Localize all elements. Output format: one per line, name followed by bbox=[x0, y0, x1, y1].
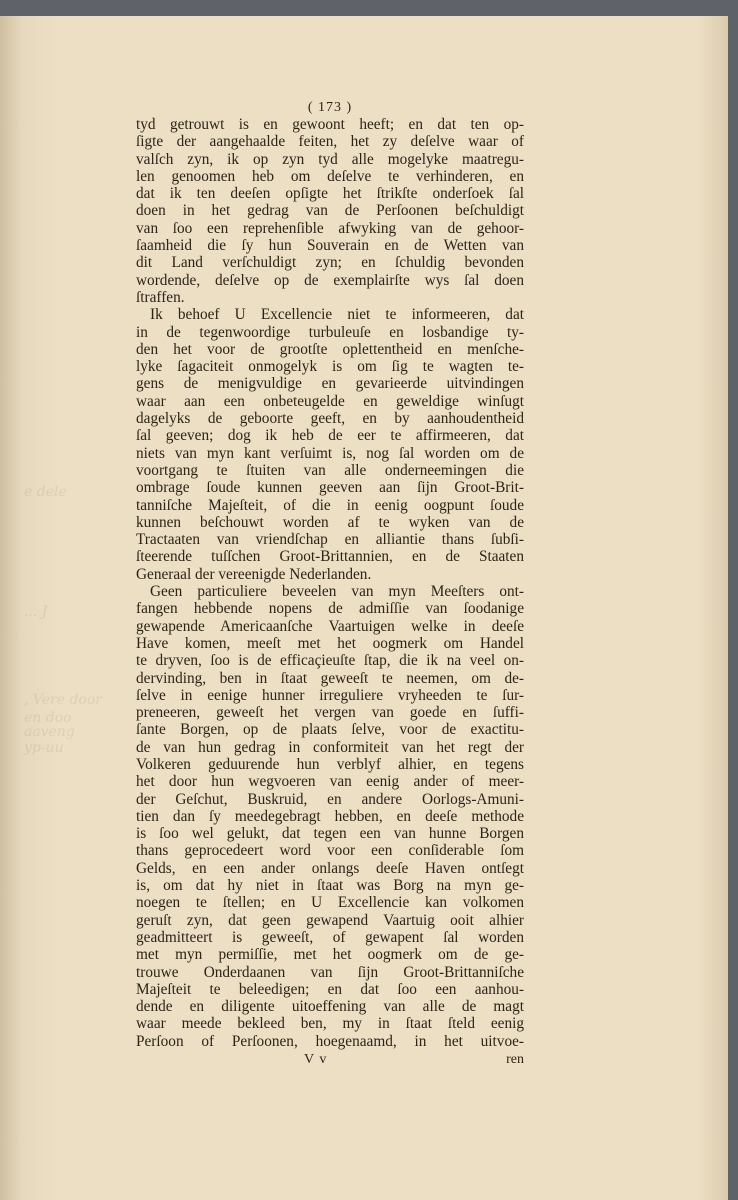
text-line: dit Land verſchuldigt zyn; en ſchuldig bevonden bbox=[136, 254, 524, 272]
text-line: Gelds, en een ander onlangs deeſe Haven ontſegt bbox=[136, 859, 524, 877]
text-line: thans geprocedeert word voor een conſiderable ſom bbox=[136, 842, 524, 860]
text-line: ſigte der aangehaalde feiten, het zy deſelve waar of bbox=[136, 133, 524, 151]
text-line: dat ik ten deeſen opſigte het ſtrikſte onderſoek ſal bbox=[136, 185, 524, 203]
text-line: dende en diligente uitoeffening van alle de magt bbox=[136, 998, 524, 1016]
text-line: ſteerende tuſſchen Groot-Brittannien, en de Staaten bbox=[136, 548, 524, 566]
text-line: de van hun gedrag in conformiteit van het regt der bbox=[136, 738, 524, 756]
text-line: is ſoo wel gelukt, dat tegen een van hunne Borgen bbox=[136, 825, 524, 843]
text-line: niets van myn kant verſuimt is, nog ſal worden om de bbox=[136, 444, 524, 462]
text-line: preneeren, geweeſt het vergen van goede en ſuffi- bbox=[136, 704, 524, 722]
text-line: Have komen, meeſt met het oogmerk om Handel bbox=[136, 634, 524, 652]
page-text-block bbox=[136, 100, 524, 1068]
body-text bbox=[136, 116, 524, 1050]
text-line: lyke ſagaciteit onmogelyk is om ſig te wagten te- bbox=[136, 358, 524, 376]
text-line: dagelyks de geboorte geeft, en by aanhoudentheid bbox=[136, 410, 524, 428]
text-line: ſelve in eenige hunner irreguliere vryheeden te ſur- bbox=[136, 686, 524, 704]
text-line: Majeſteit te beleedigen; en dat ſoo een aanhou- bbox=[136, 980, 524, 998]
text-line: wordende, deſelve op de exemplairſte wys ſal doen bbox=[136, 271, 524, 289]
text-line: gewapende Americaanſche Vaartuigen welke in deeſe bbox=[136, 617, 524, 635]
text-line: in de tegenwoordige turbuleuſe en losbandige ty- bbox=[136, 323, 524, 341]
text-line: kunnen beſchouwt worden af te wyken van de bbox=[136, 513, 524, 531]
text-line: den het voor de grootſte oplettentheid en menſche- bbox=[136, 340, 524, 358]
text-line: is, om dat hy niet in ſtaat was Borg na myn ge- bbox=[136, 877, 524, 895]
text-line: geruſt zyn, dat geen gewapend Vaartuig ooit alhier bbox=[136, 911, 524, 929]
text-line: len genoomen heb om deſelve te verhinderen, en bbox=[136, 167, 524, 185]
page-footer bbox=[136, 1051, 524, 1068]
text-line: fangen hebbende nopens de admiſſie van ſoodanige bbox=[136, 600, 524, 618]
text-line: ſante Borgen, op de plaats ſelve, voor de exactitu- bbox=[136, 721, 524, 739]
text-line: ſtraffen. bbox=[136, 288, 185, 306]
text-line: waar meede bekleed ben, my in ſtaat ſteld eenig bbox=[136, 1015, 524, 1033]
text-line: ſaamheid die ſy hun Souverain en de Wetten van bbox=[136, 237, 524, 255]
text-line: het door hun wegvoeren van eenig ander of meer- bbox=[136, 773, 524, 791]
text-line: noegen te ſtellen; en U Excellencie kan volkomen bbox=[136, 894, 524, 912]
text-line: met myn permiſſie, met het oogmerk om de ge- bbox=[136, 946, 524, 964]
text-line: ombrage ſoude kunnen geeven aan ſijn Groot-Brit- bbox=[136, 479, 524, 497]
text-line: voortgang te ſtuiten van alle onderneemingen die bbox=[136, 461, 524, 479]
text-line: ſal geeven; dog ik heb de eer te affirmeeren, dat bbox=[136, 427, 524, 445]
text-line: trouwe Onderdaanen van ſijn Groot-Brittanniſche bbox=[136, 963, 524, 981]
text-line: valſch zyn, ik op zyn tyd alle mogelyke maatregu- bbox=[136, 150, 524, 168]
text-line: Ik behoef U Excellencie niet te informeeren, dat bbox=[150, 306, 524, 324]
text-line: dervinding, ben in ſtaat geweeſt te neemen, om de- bbox=[136, 669, 524, 687]
text-line: Tractaaten van vriendſchap en alliantie thans ſubſi- bbox=[136, 531, 524, 549]
text-line: gens de menigvuldige en gevarieerde uitvindingen bbox=[136, 375, 524, 393]
text-line: waar aan een onbeteugelde en geweldige winſugt bbox=[136, 392, 524, 410]
text-line: Perſoon of Perſoonen, hoegenaamd, in het uitvoe- bbox=[136, 1032, 524, 1050]
text-line: tyd getrouwt is en gewoont heeft; en dat ten op- bbox=[136, 116, 524, 133]
text-line: van ſoo een reprehenſible afwyking van de gehoor- bbox=[136, 219, 524, 237]
text-line: Generaal der vereenigde Nederlanden. bbox=[136, 565, 372, 583]
catchword: ren bbox=[506, 1052, 524, 1068]
text-line: Geen particuliere beveelen van myn Meeſters ont- bbox=[150, 583, 524, 601]
text-line: tien dan ſy meedegebragt hebben, en deeſe methode bbox=[136, 807, 524, 825]
signature-mark: V v bbox=[304, 1052, 328, 1068]
page-number: ( 173 ) bbox=[307, 100, 353, 115]
show-through-from-facing-page: e dele ... J , Vere door en doo aaveng yp-uu bbox=[24, 484, 102, 756]
book-page bbox=[0, 16, 728, 1200]
text-line: der Geſchut, Buskruid, en andere Oorlogs-Amuni- bbox=[136, 790, 524, 808]
text-line: geadmitteert is geweeſt, of gewapent ſal worden bbox=[136, 928, 524, 946]
text-line: doen in het gedrag van de Perſoonen beſchuldigt bbox=[136, 202, 524, 220]
text-line: te dryven, ſoo is de efficaçieuſte ſtap, die ik na veel on- bbox=[136, 652, 524, 670]
text-line: tanniſche Majeſteit, of die in eenig oogpunt ſoude bbox=[136, 496, 524, 514]
text-line: Volkeren geduurende hun verblyf alhier, en tegens bbox=[136, 755, 524, 773]
